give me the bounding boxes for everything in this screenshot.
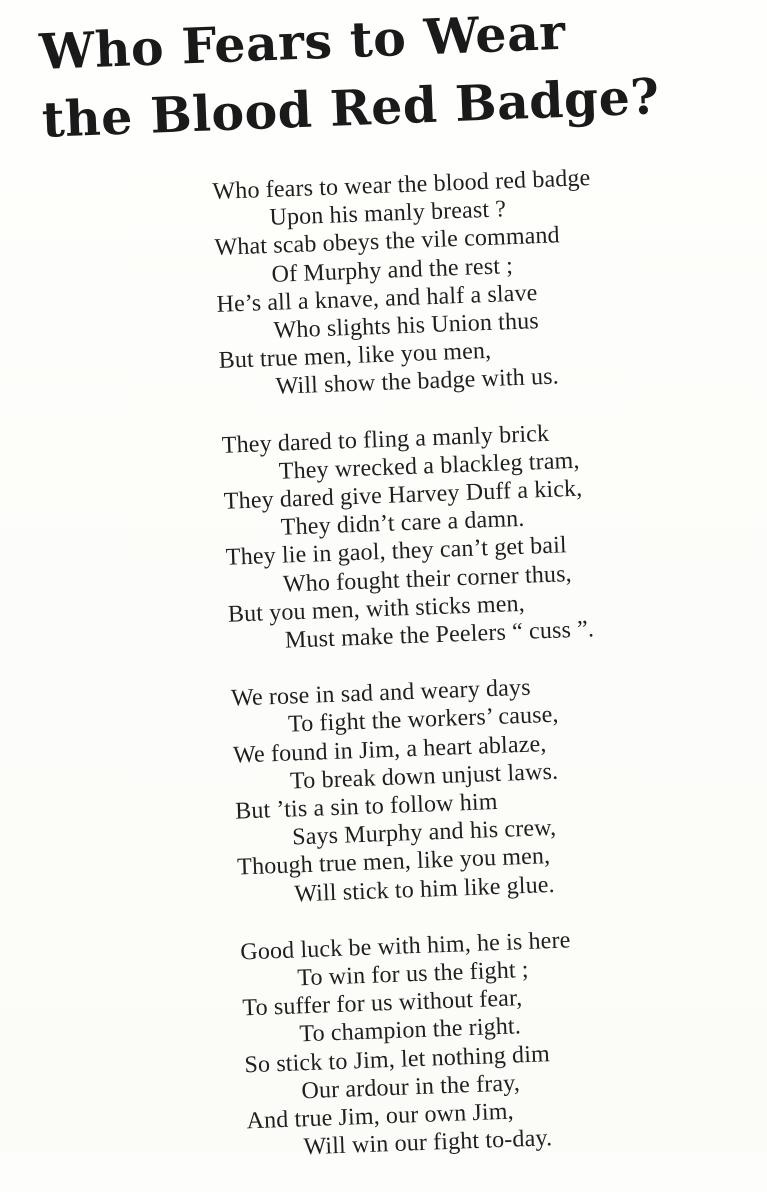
verse-line: Says Murphy and his crew,: [291, 815, 557, 851]
verse-line: What scab obeys the vile command: [214, 222, 561, 262]
verse-line: But you men, with sticks men,: [227, 590, 526, 628]
verse-line: Will show the badge with us.: [275, 363, 560, 401]
verse-line: To suffer for us without fear,: [241, 985, 523, 1022]
verse-line: We found in Jim, a heart ablaze,: [232, 730, 547, 769]
stanza-2: [221, 412, 749, 657]
stanza-1: [212, 159, 740, 404]
verse-line: To win for us the fight ;: [296, 957, 530, 992]
verse-line: We rose in sad and weary days: [230, 674, 532, 712]
verse-line: Who fought their corner thus,: [282, 560, 573, 598]
verse-line: Of Murphy and the rest ;: [271, 252, 514, 288]
verse-line: Who slights his Union thus: [273, 308, 540, 344]
verse-line: Will win our fight to-day.: [303, 1125, 553, 1161]
verse-line: They wrecked a blackleg tram,: [278, 447, 580, 485]
stanza-4: [240, 919, 767, 1164]
verse-line: Must make the Peelers “ cuss ”.: [284, 616, 595, 654]
poem-title: [38, 0, 723, 154]
title-line-1: Who Fears to Wear: [38, 2, 567, 81]
verse-line: Will stick to him like glue.: [293, 871, 556, 908]
poem-body: [212, 159, 767, 1192]
verse-line: Who fears to wear the blood red badge: [212, 165, 591, 205]
verse-line: Though true men, like you men,: [236, 843, 551, 881]
verse-line: They didn’t care a damn.: [280, 506, 525, 541]
verse-line: To champion the right.: [298, 1013, 522, 1048]
verse-line: Upon his manly breast ?: [269, 196, 507, 232]
verse-line: So stick to Jim, let nothing dim: [244, 1040, 551, 1079]
verse-line: To break down unjust laws.: [289, 758, 559, 795]
verse-line: But ’tis a sin to follow him: [234, 789, 498, 825]
stanza-3: [231, 666, 759, 911]
verse-line: To fight the workers’ cause,: [287, 702, 560, 739]
title-line-2: the Blood Red Badge?: [40, 67, 661, 149]
verse-line: He’s all a knave, and half a slave: [216, 279, 538, 318]
verse-line: They lie in gaol, they can’t get bail: [225, 532, 568, 572]
verse-line: They dared give Harvey Duff a kick,: [223, 475, 583, 515]
verse-line: Our ardour in the fray,: [301, 1070, 521, 1105]
verse-line: And true Jim, our own Jim,: [246, 1098, 515, 1135]
verse-line: They dared to fling a manly brick: [221, 420, 550, 459]
verse-line: But true men, like you men,: [218, 338, 492, 375]
verse-line: Good luck be with him, he is here: [239, 927, 571, 966]
